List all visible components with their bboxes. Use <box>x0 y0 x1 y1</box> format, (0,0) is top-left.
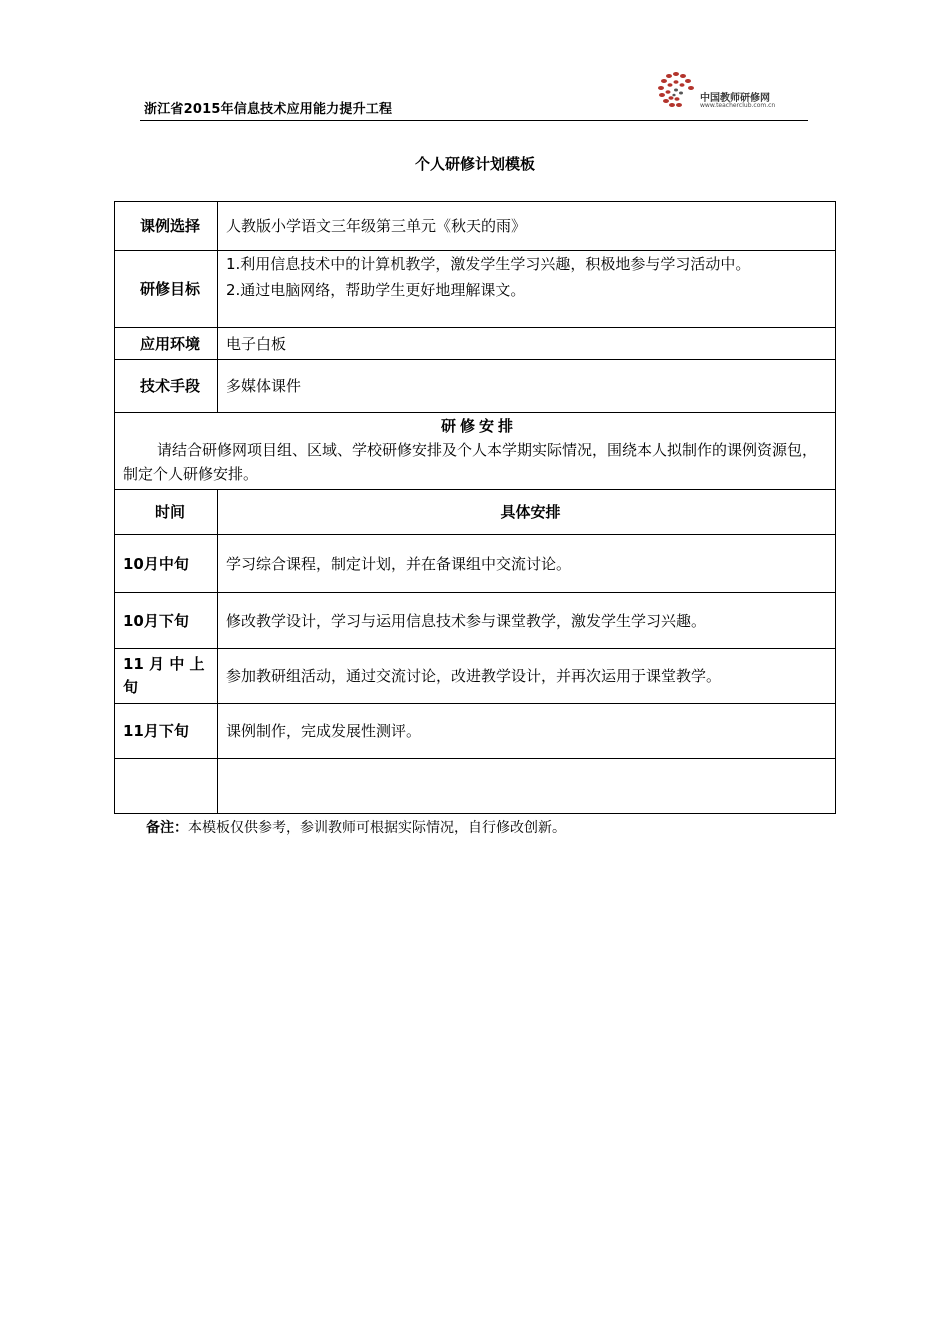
logo-icon <box>652 68 700 114</box>
value-environment: 电子白板 <box>218 328 836 360</box>
table-row <box>115 413 836 490</box>
logo-url: www.teacherclub.com.cn <box>700 102 776 109</box>
label-technique: 技术手段 <box>115 360 218 413</box>
logo-name: 中国教师研修网 <box>700 93 770 104</box>
schedule-plan: 学习综合课程，制定计划，并在备课组中交流讨论。 <box>218 535 836 593</box>
footnote <box>146 817 566 837</box>
table-row <box>115 759 836 814</box>
table-row <box>115 593 836 649</box>
schedule-plan: 修改教学设计，学习与运用信息技术参与课堂教学，激发学生学习兴趣。 <box>218 593 836 649</box>
logo <box>652 68 792 114</box>
schedule-plan: 参加教研组活动，通过交流讨论，改进教学设计，并再次运用于课堂教学。 <box>218 649 836 704</box>
schedule-time: 10月中旬 <box>115 535 218 593</box>
table-row <box>115 360 836 413</box>
arrangement-heading: 研修安排 <box>440 417 517 435</box>
label-lesson: 课例选择 <box>115 202 218 251</box>
schedule-time: 11月下旬 <box>115 704 218 759</box>
schedule-plan: 课例制作，完成发展性测评。 <box>218 704 836 759</box>
value-goal <box>218 251 836 328</box>
goal-line: 2.通过电脑网络，帮助学生更好地理解课文。 <box>226 281 526 299</box>
page-header <box>140 60 808 121</box>
table-row <box>115 328 836 360</box>
note-label: 备注： <box>146 820 188 836</box>
document-title: 个人研修计划模板 <box>414 155 535 173</box>
arrangement-description: 请结合研修网项目组、区域、学校研修安排及个人本学期实际情况，围绕本人拟制作的课例资源包，制定个人研修安排。 <box>123 441 818 483</box>
project-name: 浙江省2015年信息技术应用能力提升工程 <box>144 102 393 117</box>
label-environment: 应用环境 <box>115 328 218 360</box>
schedule-time: 11 月 中 上 旬 <box>115 649 218 704</box>
schedule-plan <box>218 759 836 814</box>
plan-table <box>114 201 836 814</box>
column-header-plan: 具体安排 <box>218 490 836 535</box>
table-row <box>115 202 836 251</box>
goal-line: 1.利用信息技术中的计算机教学，激发学生学习兴趣，积极地参与学习活动中。 <box>226 255 751 273</box>
schedule-time <box>115 759 218 814</box>
table-row <box>115 704 836 759</box>
table-row <box>115 535 836 593</box>
label-goal: 研修目标 <box>115 251 218 328</box>
value-lesson: 人教版小学语文三年级第三单元《秋天的雨》 <box>218 202 836 251</box>
table-row <box>115 649 836 704</box>
schedule-time: 10月下旬 <box>115 593 218 649</box>
table-row <box>115 251 836 328</box>
arrangement-section <box>115 413 836 490</box>
note-text: 本模板仅供参考，参训教师可根据实际情况，自行修改创新。 <box>188 820 566 836</box>
column-header-time: 时间 <box>115 490 218 535</box>
table-header-row <box>115 490 836 535</box>
value-technique: 多媒体课件 <box>218 360 836 413</box>
